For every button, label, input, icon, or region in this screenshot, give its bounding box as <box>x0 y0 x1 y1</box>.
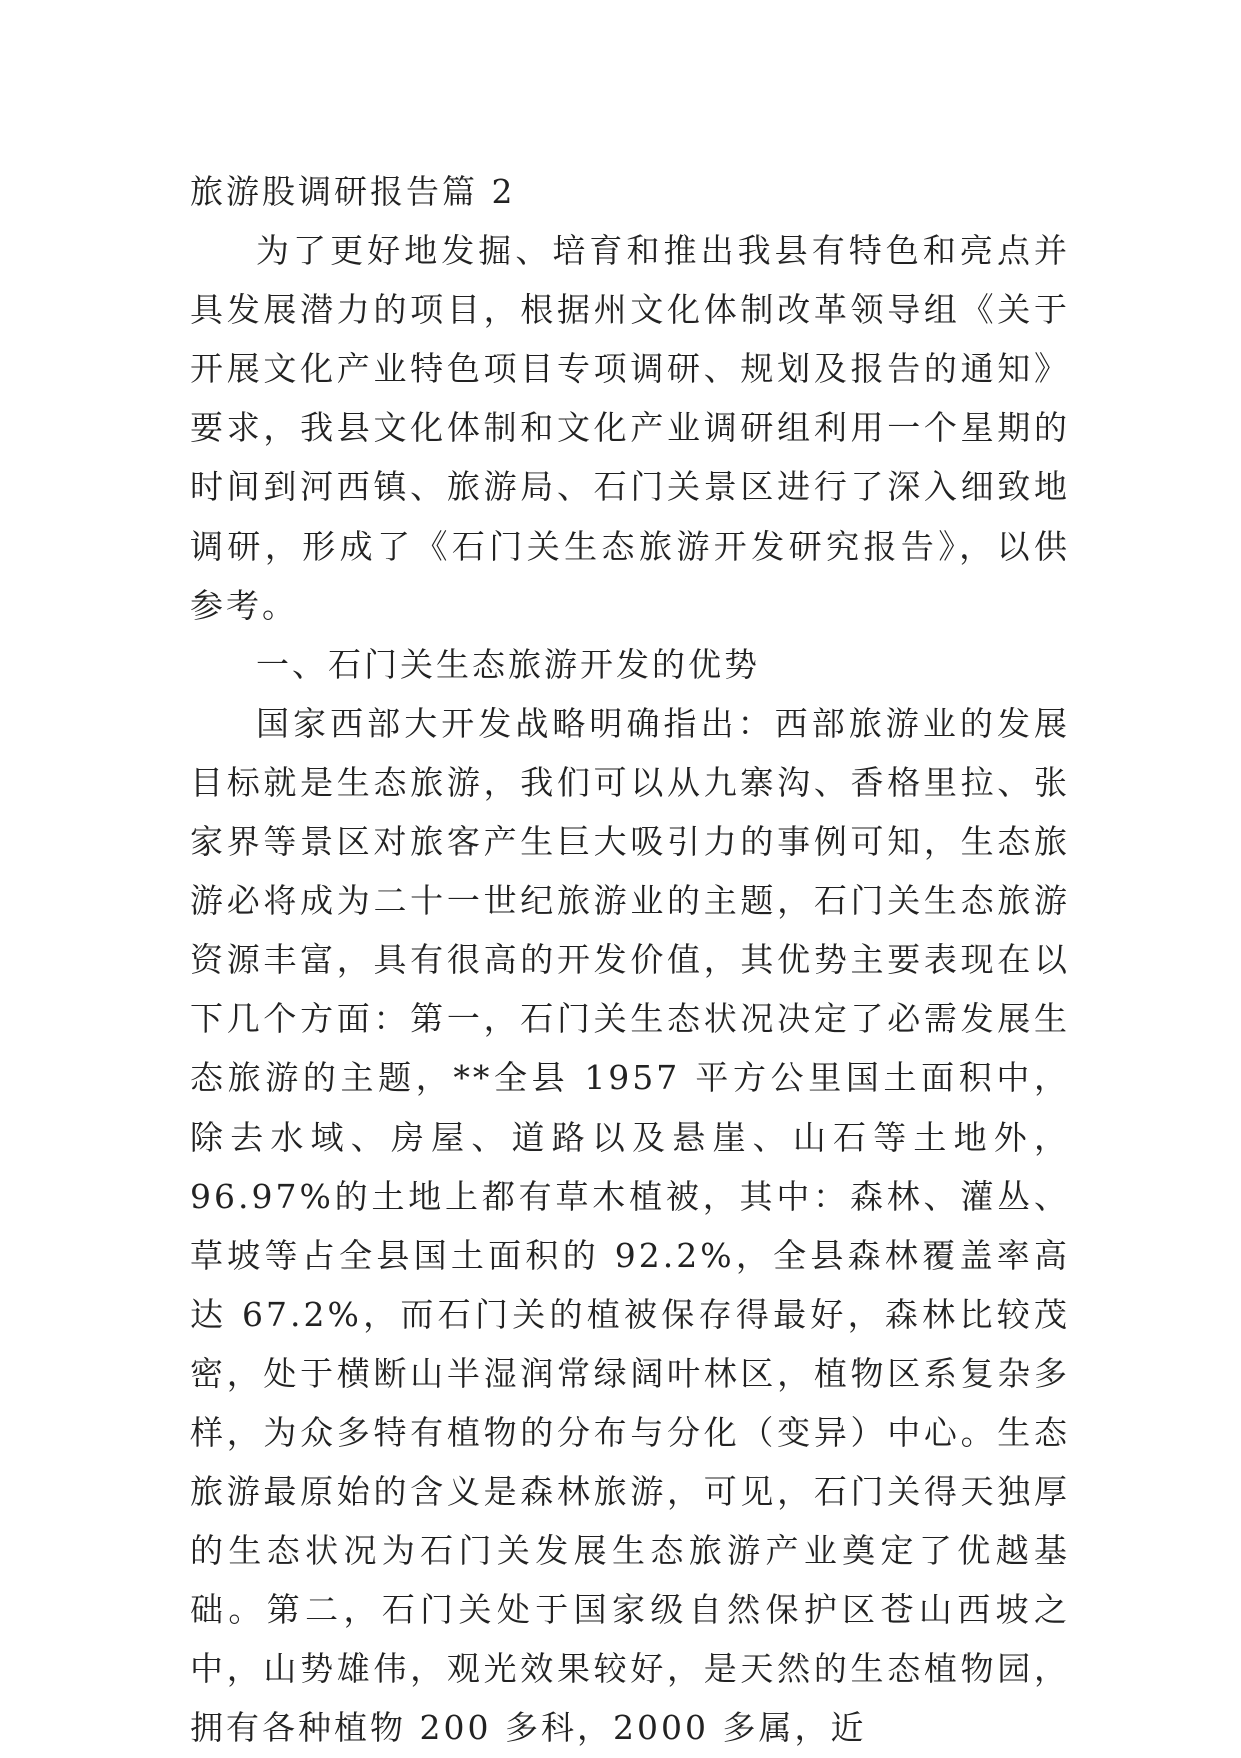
document-body <box>190 162 1070 1758</box>
section-heading: 一、石门关生态旅游开发的优势 <box>256 644 760 684</box>
paragraph-intro: 为了更好地发掘、培育和推出我县有特色和亮点并具发展潜力的项目，根据州文化体制改革领导组《关于开展文化产业特色项目专项调研、规划及报告的通知》要求，我县文化体制和文化产业调研组利用一个星期的时间到河西镇、旅游局、石门关景区进行了深入细致地调研，形成了《石门关生态旅游开发研究报告》，以供参考。 <box>190 231 1070 625</box>
document-title: 旅游股调研报告篇 2 <box>190 172 516 211</box>
paragraph-advantages: 国家西部大开发战略明确指出：西部旅游业的发展目标就是生态旅游，我们可以从九寨沟、香格里拉、张家界等景区对旅客产生巨大吸引力的事例可知，生态旅游必将成为二十一世纪旅游业的主题，石门关生态旅游资源丰富，具有很高的开发价值，其优势主要表现在以下几个方面：第一，石门关生态状况决定了必需发展生态旅游的主题，**全县 1957 平方公里国土面积中，除去水域、房屋、道路以及悬崖、山石等土地外，96.97%的土地上都有草木植被，其中：森林、灌丛、草坡等占全县国土面积的 92.2%，全县森林覆盖率高达 67.2%，而石门关的植被保存得最好，森林比较茂密，处于横断山半湿润常绿阔叶林区，植物区系复杂多样，为众多特有植物的分布与分化（变异）中心。生态旅游最原始的含义是森林旅游，可见，石门关得天独厚的生态状况为石门关发展生态旅游产业奠定了优越基础。第二，石门关处于国家级自然保护区苍山西坡之中，山势雄伟，观光效果较好，是天然的生态植物园，拥有各种植物 200 多科，2000 多属，近 <box>190 703 1070 1748</box>
